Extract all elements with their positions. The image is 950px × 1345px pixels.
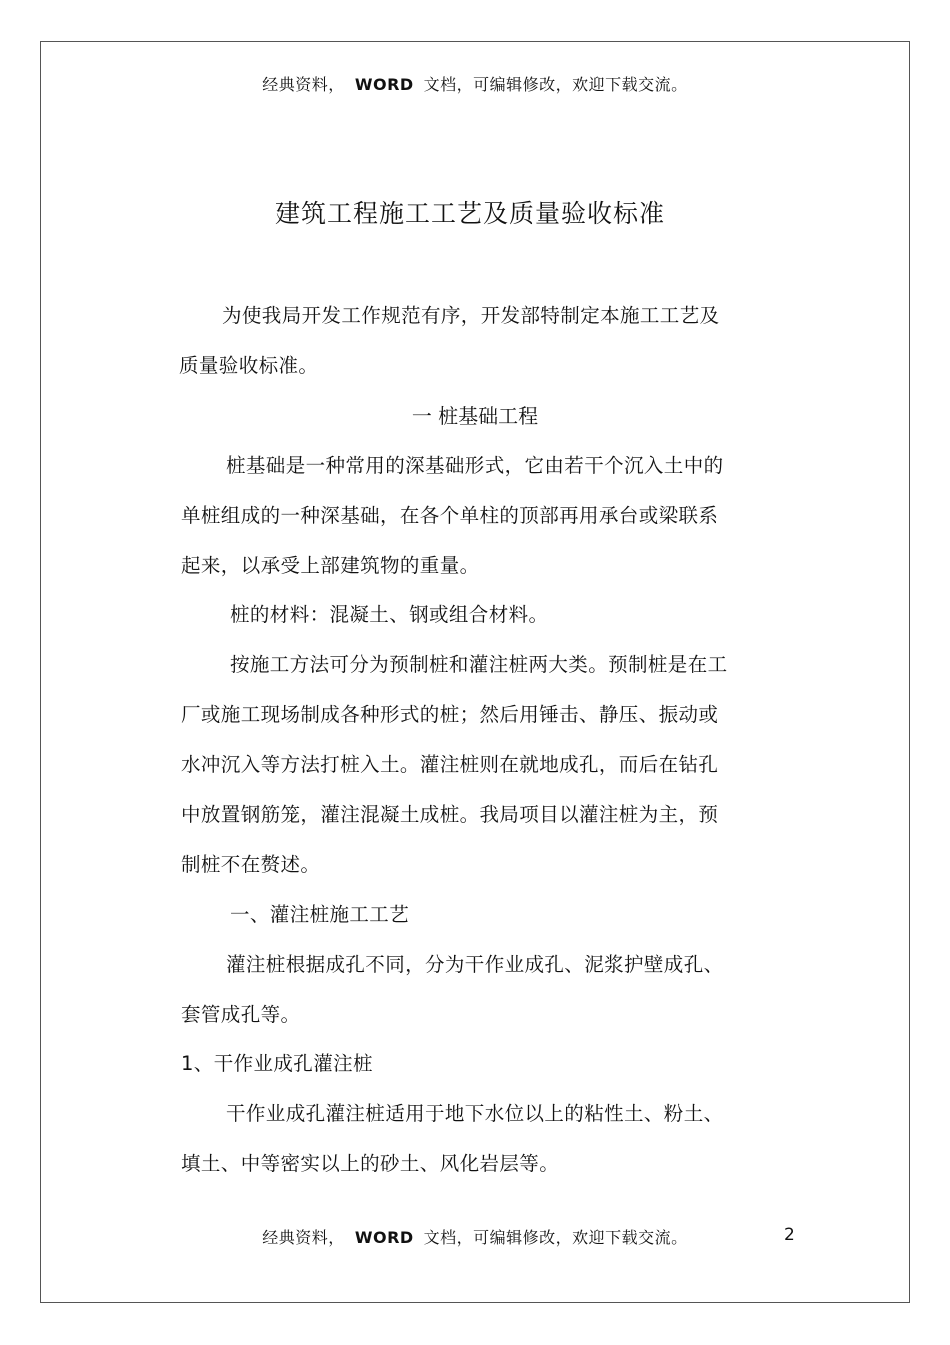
section-heading-pile-foundation: 一 桩基础工程 — [411, 404, 539, 428]
cast-pile-intro-line-2: 套管成孔等。 — [181, 1003, 301, 1026]
document-title: 建筑工程施工工艺及质量验收标准 — [274, 199, 665, 228]
footer-prefix: 经典资料， — [262, 1228, 345, 1247]
header-word: WORD — [354, 75, 414, 94]
cast-pile-intro-line-1: 灌注桩根据成孔不同，分为干作业成孔、泥浆护壁成孔、 — [226, 953, 724, 976]
page-number: 2 — [784, 1225, 795, 1245]
page-header — [0, 72, 950, 95]
pile-method-line-1: 按施工方法可分为预制桩和灌注桩两大类。预制桩是在工 — [230, 653, 728, 676]
header-prefix: 经典资料， — [262, 75, 345, 94]
pile-material-line: 桩的材料：混凝土、钢或组合材料。 — [230, 603, 549, 626]
pile-intro-line-3: 起来，以承受上部建筑物的重量。 — [181, 554, 480, 577]
dry-bore-line-1: 干作业成孔灌注桩适用于地下水位以上的粘性土、粉土、 — [226, 1102, 724, 1125]
pile-method-line-2: 厂或施工现场制成各种形式的桩；然后用锤击、静压、振动或 — [181, 703, 719, 726]
intro-line-2: 质量验收标准。 — [179, 354, 319, 377]
pile-method-line-3: 水冲沉入等方法打桩入土。灌注桩则在就地成孔，而后在钻孔 — [181, 753, 719, 776]
pile-method-line-5: 制桩不在赘述。 — [181, 853, 321, 876]
pile-intro-line-1: 桩基础是一种常用的深基础形式，它由若干个沉入土中的 — [226, 454, 724, 477]
footer-word: WORD — [354, 1228, 414, 1247]
pile-method-line-4: 中放置钢筋笼，灌注混凝土成桩。我局项目以灌注桩为主，预 — [181, 803, 719, 826]
header-suffix: 文档，可编辑修改，欢迎下载交流。 — [423, 75, 688, 94]
footer-suffix: 文档，可编辑修改，欢迎下载交流。 — [423, 1228, 688, 1247]
subsection-heading-cast-pile: 一、灌注桩施工工艺 — [230, 903, 410, 926]
page-footer — [0, 1225, 950, 1248]
pile-intro-line-2: 单桩组成的一种深基础，在各个单柱的顶部再用承台或梁联系 — [181, 504, 719, 527]
intro-line-1: 为使我局开发工作规范有序，开发部特制定本施工工艺及 — [222, 304, 720, 327]
dry-bore-line-2: 填土、中等密实以上的砂土、风化岩层等。 — [181, 1152, 560, 1175]
item-heading-dry-bore: 1、干作业成孔灌注桩 — [181, 1052, 373, 1075]
